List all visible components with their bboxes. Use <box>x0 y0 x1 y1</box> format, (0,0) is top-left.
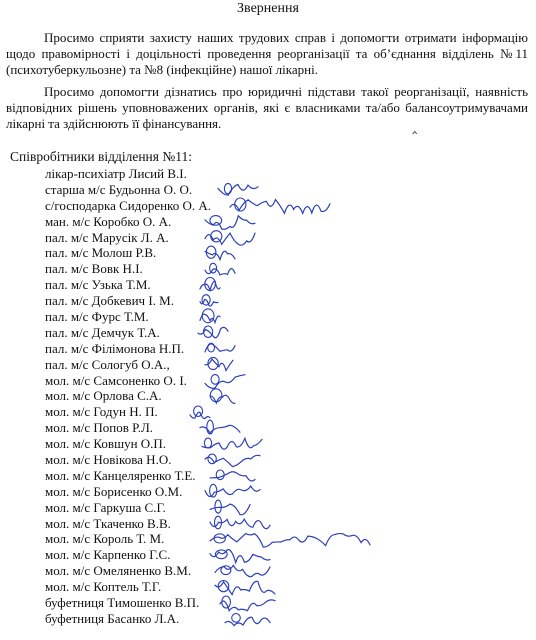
document-title: Звернення <box>237 1 299 16</box>
staff-entry: буфетниця Басанко Л.А. <box>45 610 180 626</box>
signature-loop <box>215 500 221 513</box>
staff-entry: мол. м/с Канцеляренко Т.Е. <box>45 467 196 483</box>
signature-loop <box>232 614 241 623</box>
staff-signatory-list <box>45 166 211 627</box>
handwritten-signature <box>215 581 275 594</box>
signature-loop <box>221 566 231 575</box>
handwritten-signature <box>205 486 260 497</box>
staff-entry: мол. м/с Гаркуша С.Г. <box>45 499 166 515</box>
staff-entry: старша м/с Будьонна О. О. <box>45 181 193 197</box>
paragraph-request-protection <box>6 30 528 78</box>
staff-entry: мол. м/с Ковшун О.П. <box>45 436 167 452</box>
handwritten-signature <box>205 216 255 229</box>
signature-loop <box>235 198 246 211</box>
handwritten-signature <box>210 519 270 529</box>
staff-entry: буфетниця Тимошенко В.П. <box>45 595 200 611</box>
staff-entry: пал. м/с Марусік Л. А. <box>45 229 169 245</box>
staff-entry: пал. м/с Демчук Т.А. <box>45 324 160 340</box>
staff-entry: пал. м/с Фурс Т.М. <box>45 309 149 325</box>
paragraph-1-text: Просимо сприяти захисту наших трудових справ і допомогти отримати інформацію щодо правомірності і доцільності проведення реорганізації та об’єднання відділень №11 (психотуберкульозне) та №8 (інфекційне) нашої лікарні. <box>6 30 528 77</box>
staff-entry: с/господарка Сидоренко О. А. <box>45 197 211 213</box>
staff-entry: мол. м/с Коптель Т.Г. <box>45 579 162 595</box>
staff-entry: мол. м/с Орлова С.А. <box>45 388 162 404</box>
signature-loop <box>222 596 231 608</box>
staff-entry: пал. м/с Сологуб О.А., <box>45 356 170 372</box>
signature-loop <box>216 470 224 480</box>
handwritten-signature <box>205 455 260 466</box>
staff-entry: мол. м/с Карпенко Г.С. <box>45 547 171 563</box>
signature-loop <box>215 516 222 529</box>
staff-entry: пал. м/с Філімонова Н.П. <box>45 340 185 356</box>
staff-entry: пал. м/с Узька Т.М. <box>45 277 151 293</box>
handwritten-signature <box>205 375 245 389</box>
staff-entry: пал. м/с Молош Р.В. <box>45 245 157 261</box>
signature-loop <box>224 183 231 193</box>
paragraph-2-text: Просимо допомогти дізнатись про юридичні підстави такої реорганізації, наявність відповідних рішень уповноважених органів, які є власниками та/або балансоутримувачами лікарні та здійснюють її фінансування. <box>6 84 528 131</box>
signature-loop <box>214 534 225 543</box>
handwritten-signature <box>202 438 262 449</box>
staff-entry: ман. м/с Коробко О. А. <box>45 213 172 229</box>
handwritten-signature <box>210 550 270 563</box>
staff-entry: мол. м/с Самсоненко О. І. <box>45 372 187 388</box>
staff-entry: лікар-психіатр Лисий В.І. <box>45 166 187 181</box>
staff-entry: мол. м/с Новікова Н.О. <box>45 452 172 468</box>
handwritten-signature <box>230 200 330 214</box>
handwritten-signature <box>218 185 258 196</box>
staff-entry: мол. м/с Попов Р.Л. <box>45 420 154 436</box>
handwritten-signature <box>220 600 275 611</box>
handwritten-signature <box>210 504 250 515</box>
staff-entry: пал. м/с Добкевич І. М. <box>45 293 174 309</box>
paragraph-request-legal-basis <box>6 84 528 132</box>
staff-entry: мол. м/с Король Т. М. <box>45 531 165 547</box>
handwritten-signature <box>225 617 270 625</box>
signature-loop <box>211 231 222 242</box>
staff-entry: мол. м/с Борисенко О.М. <box>45 483 183 499</box>
signature-loop <box>210 216 222 226</box>
handwritten-signature <box>215 565 270 576</box>
handwritten-signature <box>210 534 370 548</box>
handwritten-signature <box>205 233 255 245</box>
staff-entry: пал. м/с Вовк Н.І. <box>45 261 143 277</box>
handwritten-signature <box>210 395 235 403</box>
signature-loop <box>218 581 229 592</box>
signature-loop <box>210 389 222 402</box>
handwritten-signature <box>210 472 255 481</box>
staff-entry: мол. м/с Омеляненко В.М. <box>45 563 192 579</box>
stray-mark: ‸ <box>412 117 418 134</box>
staff-entry: мол. м/с Годун Н. П. <box>45 404 158 420</box>
staff-heading: Співробітники відділення №11: <box>10 149 192 164</box>
signature-loop <box>211 375 219 385</box>
staff-entry: мол. м/с Ткаченко В.В. <box>45 515 171 531</box>
signature-loop <box>215 550 227 559</box>
